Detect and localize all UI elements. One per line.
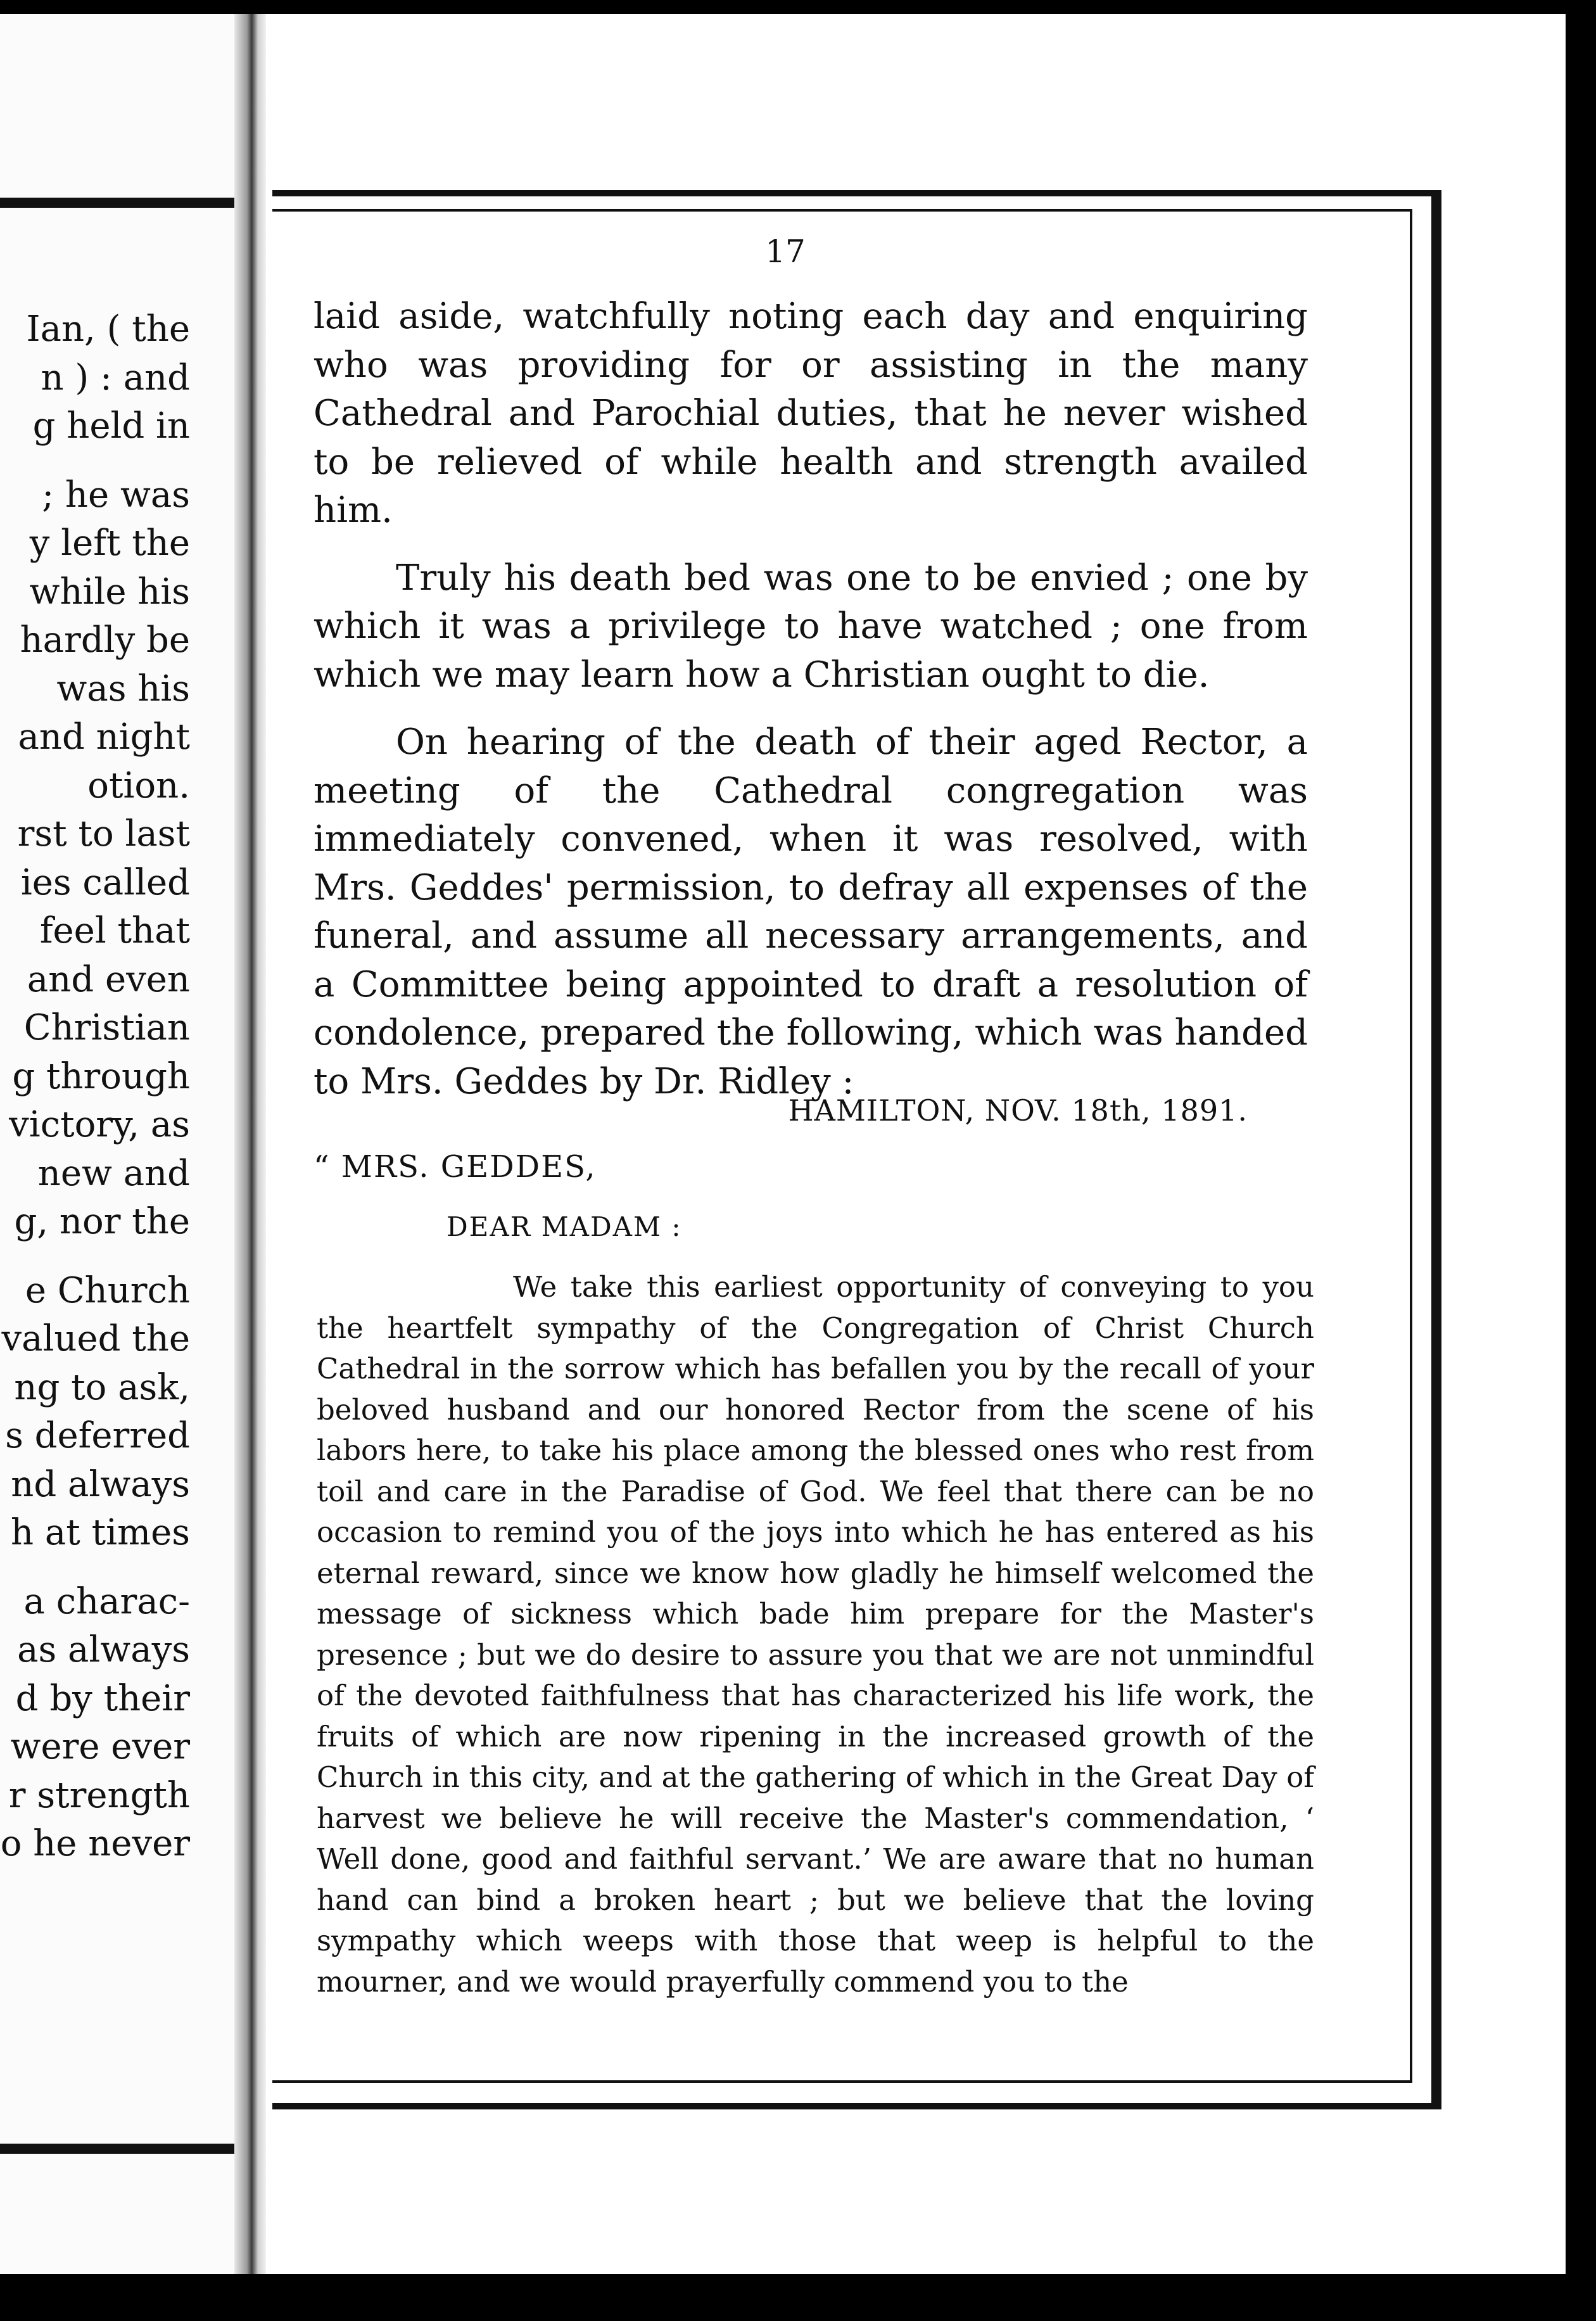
- left-page-line: while his: [29, 571, 190, 613]
- left-page-line: ; he was: [42, 474, 190, 516]
- left-page-line: and night: [18, 716, 190, 758]
- left-page-line: nd always: [11, 1463, 190, 1505]
- left-page-line: y left the: [29, 523, 190, 564]
- paragraph-3: On hearing of the death of their aged Rector, a meeting of the Cathedral congregation was immediately convened, when it was resolved, with Mrs. Geddes' permission, to defray all expenses of the funeral, and assume all necessary arrangements, and a Committee being appointed to draft a resolution of condolence, prepared the following, which was handed to Mrs. Geddes by Dr. Ridley :: [314, 722, 1308, 1102]
- book-gutter: [234, 14, 266, 2274]
- left-page-line: was his: [56, 668, 190, 709]
- left-page-line: s deferred: [5, 1415, 190, 1456]
- left-page-top-rule: [0, 198, 241, 208]
- left-page-line: n ) : and: [41, 357, 190, 398]
- left-page-line: o he never: [0, 1823, 190, 1864]
- letter-body: [317, 1267, 1314, 2002]
- letter-dateline: HAMILTON, NOV. 18th, 1891.: [788, 1093, 1248, 1128]
- left-page-line: h at times: [11, 1512, 190, 1553]
- left-page-line: g held in: [32, 405, 190, 447]
- scan-edge-top: [0, 0, 1596, 14]
- left-page-line: r strength: [8, 1774, 190, 1816]
- left-facing-page: [0, 14, 241, 2274]
- main-body-text: [314, 293, 1308, 1106]
- left-page-line: as always: [17, 1629, 190, 1670]
- left-page-line: hardly be: [20, 620, 190, 661]
- left-page-line: were ever: [10, 1726, 190, 1767]
- left-page-line: otion.: [87, 765, 190, 806]
- page-number: 17: [765, 233, 806, 270]
- paragraph-2: Truly his death bed was one to be envied ; one by which it was a privilege to have watched ; one from which we may learn how a Christian ought to die.: [314, 557, 1308, 696]
- left-page-gap: [0, 1247, 190, 1267]
- paragraph-1: laid aside, watchfully noting each day and enquiring who was providing for or assisting in the many Cathedral and Parochial duties, that he never wished to be relieved of while health and strength availed him.: [314, 296, 1308, 531]
- left-page-line: ng to ask,: [14, 1366, 190, 1408]
- left-page-line: new and: [37, 1152, 190, 1194]
- left-page-line: g through: [12, 1055, 190, 1097]
- left-page-line: d by their: [15, 1677, 190, 1719]
- left-page-line: Ian, ( the: [26, 308, 190, 350]
- left-page-line: e Church: [25, 1269, 190, 1311]
- left-page-line: a charac-: [23, 1580, 190, 1622]
- left-page-gap: [0, 451, 190, 471]
- left-page-line: ies called: [20, 862, 190, 903]
- letter-paragraph: We take this earliest opportunity of conveying to you the heartfelt sympathy of the Congregation of Christ Church Cathedral in the sorrow which has befallen you by the recall of your beloved husband and our honored Rector from the scene of his labors here, to take his place among the blessed ones who rest from toil and care in the Paradise of God. We feel that there can be no occasion to remind you of the joys into which he has entered as his eternal reward, since we know how gladly he himself welcomed the message of sickness which bade him prepare for the Master's presence ; but we do desire to assure you that we are not unmindful of the devoted faithfulness that has characterized his life work, the fruits of which are now ripening in the increased growth of the Church in this city, and at the gathering of which in the Great Day of harvest we believe he will receive the Master's commendation, ‘ Well done, good and faithful servant.’ We are aware that no human hand can bind a broken heart ; but we believe that the loving sympathy which weeps with those that weep is helpful to the mourner, and we would prayerfully commend you to the: [317, 1270, 1314, 1999]
- left-page-bottom-rule: [0, 2144, 241, 2154]
- left-page-line: and even: [27, 958, 190, 1000]
- scan-edge-right: [1566, 0, 1596, 2321]
- left-page-gap: [0, 1558, 190, 1578]
- left-page-line: feel that: [39, 910, 190, 951]
- letter-salutation: “ MRS. GEDDES,: [314, 1149, 597, 1185]
- left-page-line: Christian: [23, 1007, 190, 1048]
- left-page-line: victory, as: [9, 1104, 190, 1145]
- left-page-line: valued the: [1, 1318, 190, 1359]
- letter-greeting: DEAR MADAM :: [446, 1211, 682, 1242]
- scan-edge-bottom: [0, 2274, 1596, 2321]
- left-page-line: rst to last: [17, 813, 190, 855]
- left-page-line: g, nor the: [14, 1201, 190, 1242]
- left-page-text: [0, 305, 190, 1869]
